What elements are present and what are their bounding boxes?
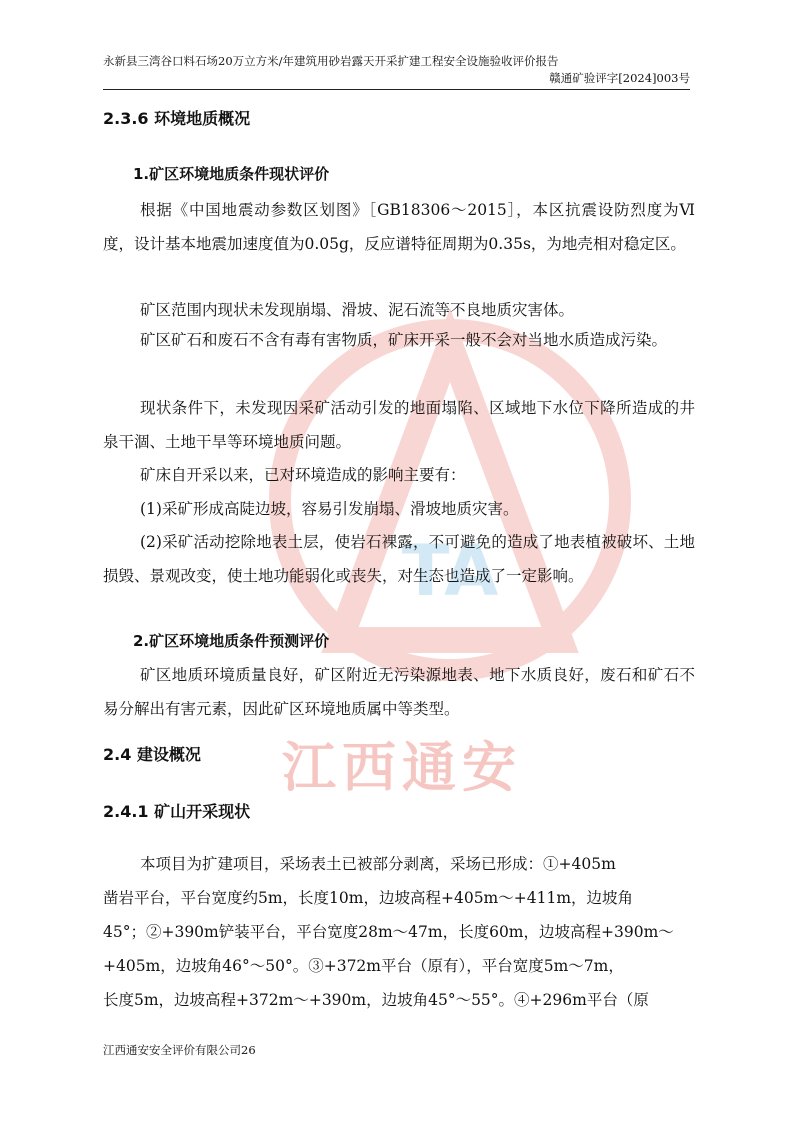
paragraph-geo-issues: 现状条件下，未发现因采矿活动引发的地面塌陷、区域地下水位下降所造成的井泉干涸、土地干旱等环境地质问题。 bbox=[103, 399, 695, 451]
paragraph-hazards: 矿区范围内现状未发现崩塌、滑坡、泥石流等不良地质灾害体。 bbox=[140, 301, 575, 319]
header-report-number: 赣通矿验评字[2024]003号 bbox=[549, 71, 690, 85]
page-footer: 江西通安安全评价有限公司26 bbox=[103, 1043, 256, 1057]
paragraph-seismic: 根据《中国地震动参数区划图》［GB18306～2015］，本区抗震设防烈度为Ⅵ度，设计基本地震加速度值为0.05g，反应谱特征周期为0.35s，为地壳相对稳定区。 bbox=[103, 201, 695, 253]
mining-status-line-2: 凿岩平台，平台宽度约5m，长度10m，边坡高程+405m～+411m，边坡角 bbox=[103, 889, 634, 907]
watermark-text: 江西通安 bbox=[282, 736, 522, 799]
mining-status-line-3: 45°；②+390m铲装平台，平台宽度28m～47m，长度60m，边坡高程+390m～ bbox=[103, 923, 674, 941]
section-2-3-6-heading: 2.3.6 环境地质概况 bbox=[103, 109, 251, 128]
mining-status-line-1: 本项目为扩建项目，采场表土已被部分剥离，采场已形成：①+405m bbox=[140, 855, 616, 873]
mining-status-line-4: +405m，边坡角46°～50°。③+372m平台（原有），平台宽度5m～7m， bbox=[103, 957, 624, 975]
list-item-1: (1)采矿形成高陡边坡，容易引发崩塌、滑坡地质灾害。 bbox=[140, 500, 519, 518]
header-project-title: 永新县三湾谷口料石场20万立方米/年建筑用砂岩露天开采扩建工程安全设施验收评价报告 bbox=[103, 54, 559, 68]
subsection-1-heading: 1.矿区环境地质条件现状评价 bbox=[133, 165, 330, 183]
mining-status-line-5: 长度5m，边坡高程+372m～+390m，边坡角45°～55°。④+296m平台（原 bbox=[103, 991, 649, 1009]
list-item-2: (2)采矿活动挖除地表土层，使岩石裸露，不可避免的造成了地表植被破坏、土地损毁、景观改变，使土地功能弱化或丧失，对生态也造成了一定影响。 bbox=[103, 533, 695, 585]
section-2-4-heading: 2.4 建设概况 bbox=[103, 745, 201, 764]
paragraph-prediction: 矿区地质环境质量良好，矿区附近无污染源地表、地下水质良好，废石和矿石不易分解出有害元素，因此矿区环境地质属中等类型。 bbox=[103, 666, 695, 718]
page-header bbox=[103, 53, 690, 87]
subsection-2-heading: 2.矿区环境地质条件预测评价 bbox=[133, 632, 330, 650]
paragraph-impacts-intro: 矿床自开采以来，已对环境造成的影响主要有： bbox=[140, 466, 466, 484]
section-2-4-1-heading: 2.4.1 矿山开采现状 bbox=[103, 802, 251, 821]
paragraph-water-quality: 矿区矿石和废石不含有毒有害物质，矿床开采一般不会对当地水质造成污染。 bbox=[140, 331, 668, 349]
header-divider bbox=[103, 89, 690, 90]
watermark-letters: TA bbox=[401, 530, 499, 612]
